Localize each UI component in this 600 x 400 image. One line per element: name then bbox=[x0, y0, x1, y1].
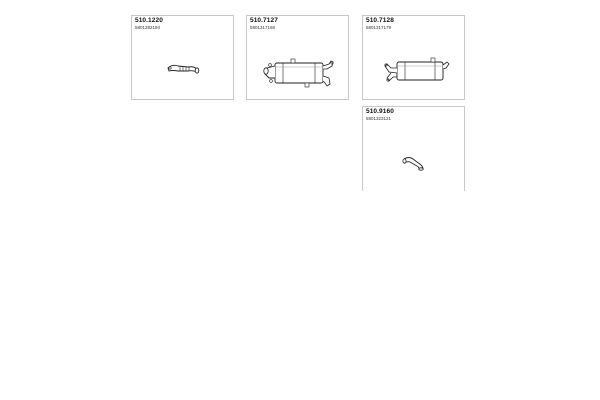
part-code: 510.9160 bbox=[366, 108, 394, 115]
part-reference: 5801317168 bbox=[250, 25, 276, 30]
part-card[interactable] bbox=[131, 15, 234, 100]
bent-pipe-icon bbox=[401, 155, 427, 171]
pipe-connector-icon bbox=[166, 61, 200, 75]
part-card[interactable] bbox=[246, 15, 349, 100]
part-reference: 5801323121 bbox=[366, 116, 392, 121]
part-code: 510.1220 bbox=[135, 17, 163, 24]
part-reference: 5801282194 bbox=[135, 25, 161, 30]
part-code: 510.7128 bbox=[366, 17, 394, 24]
part-code: 510.7127 bbox=[250, 17, 278, 24]
part-reference: 5801317179 bbox=[366, 25, 392, 30]
part-card[interactable] bbox=[362, 106, 465, 191]
muffler-icon bbox=[261, 56, 337, 90]
muffler-icon bbox=[381, 56, 451, 86]
part-card[interactable] bbox=[362, 15, 465, 100]
